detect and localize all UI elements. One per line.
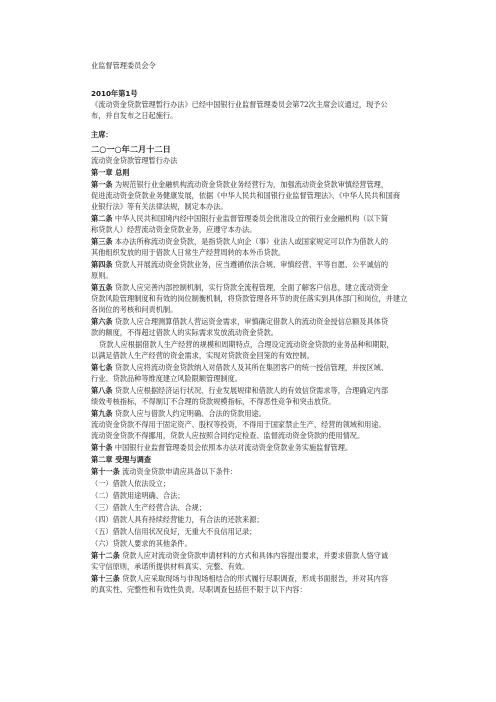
article-4: 第四条 贷款人开展流动资金贷款业务，应当遵循依法合规、审慎经营、平等自愿、公平诚信的 xyxy=(91,260,389,269)
article-6-line-4: 以满足借款人生产经营的资金需求，实现对贷款资金回笼的有效控制。 xyxy=(91,351,314,360)
article-number: 第十条 xyxy=(91,443,113,452)
article-number: 第五条 xyxy=(91,283,113,292)
article-number: 第六条 xyxy=(91,317,113,326)
issuer-header: 业监督管理委员会令 xyxy=(91,61,156,70)
article-number: 第七条 xyxy=(91,363,113,372)
article-8: 第八条 贷款人应根据经济运行状况、行业发展规律和借款人的有效信贷需求等，合理确定内部 xyxy=(91,386,389,395)
article-12-line-2: 实守信原则，承诺所提供材料真实、完整、有效。 xyxy=(91,562,250,571)
article-number: 第九条 xyxy=(91,409,113,418)
article-2: 第二条 中华人民共和国境内经中国银行业监督管理委员会批准设立的银行业金融机构（以下简 xyxy=(91,214,389,223)
article-5-line-3: 各岗位的考核和问责机制。 xyxy=(91,305,178,314)
article-1: 第一条 为规范银行业金融机构流动资金贷款业务经营行为，加强流动资金贷款审慎经营管理， xyxy=(91,180,389,189)
article-12: 第十二条 贷款人应对流动资金贷款申请材料的方式和具体内容提出要求，并要求借款人恪守诚 xyxy=(91,551,389,560)
article-5-line-2: 贷款风险管理制度和有效的岗位制衡机制，将贷款管理各环节的责任落实到具体部门和岗位，并建立 xyxy=(91,294,408,303)
article-number: 第十三条 xyxy=(91,574,120,583)
article-11: 第十一条 流动资金贷款申请应具备以下条件： xyxy=(91,467,238,476)
article-1-line-3: 业银行法》等有关法律法规，制定本办法。 xyxy=(91,202,228,211)
condition-item: （一）借款人依法设立； xyxy=(91,479,171,488)
article-6-line-3: 贷款人应根据借款人生产经营的规模和周期特点，合理设定流动资金贷款的业务品种和期限， xyxy=(99,340,394,349)
article-4-line-2: 原则。 xyxy=(91,271,113,280)
condition-item: （四）借款人具有持续经营能力，有合法的还款来源； xyxy=(91,515,264,524)
article-7: 第七条 贷款人应将流动资金贷款纳入对借款人及其所在集团客户的统一授信管理，并按区域、 xyxy=(91,363,389,372)
article-number: 第一条 xyxy=(91,180,113,189)
article-5: 第五条 贷款人应完善内部控制机制，实行贷款全流程管理，全面了解客户信息，建立流动资金 xyxy=(91,283,389,292)
article-number: 第二条 xyxy=(91,214,113,223)
article-6: 第六条 贷款人应合理测算借款人营运资金需求，审慎确定借款人的流动资金授信总额及具体贷 xyxy=(91,317,389,326)
preamble-line-2: 布，并自发布之日起施行。 xyxy=(91,111,178,120)
condition-item: （三）借款人生产经营合法、合规； xyxy=(91,503,207,512)
document-title: 流动资金贷款管理暂行办法 xyxy=(91,156,178,165)
article-number: 第八条 xyxy=(91,386,113,395)
issue-date: 二○一○年二月十二日 xyxy=(91,144,171,154)
article-9: 第九条 贷款人应与借款人约定明确、合法的贷款用途。 xyxy=(91,409,266,418)
article-9-line-2: 流动资金贷款不得用于固定资产、股权等投资，不得用于国家禁止生产、经营的领域和用途。 xyxy=(91,420,386,429)
article-1-line-2: 促进流动资金贷款业务健康发展，依据《中华人民共和国银行业监督管理法》、《中华人民共和国商 xyxy=(91,191,401,200)
article-3: 第三条 本办法所称流动资金贷款，是指贷款人向企（事）业法人或国家规定可以作为借款人的 xyxy=(91,237,389,246)
article-6-line-2: 款的额度，不得超过借款人的实际需求发放流动资金贷款。 xyxy=(91,328,278,337)
condition-item: （六）贷款人要求的其他条件。 xyxy=(91,539,192,548)
article-8-line-2: 绩效考核指标，不得制订不合理的贷款规模指标，不得恶性竞争和突击放贷。 xyxy=(91,397,336,406)
preamble-line-1: 《流动资金贷款管理暂行办法》已经中国银行业监督管理委员会第72次主席会议通过，现予公 xyxy=(91,100,388,109)
article-number: 第十二条 xyxy=(91,551,120,560)
article-2-line-2: 称贷款人）经营流动资金贷款业务，应遵守本办法。 xyxy=(91,225,257,234)
article-3-line-2: 其他组织发放的用于借款人日常生产经营周转的本外币贷款。 xyxy=(91,248,286,257)
article-13-line-2: 的真实性、完整性和有效性负责。尽职调查包括但不限于以下内容： xyxy=(91,585,307,594)
chairman-label: 主席： xyxy=(91,130,113,139)
condition-item: （二）借款用途明确、合法； xyxy=(91,491,185,500)
order-number: 2010年第1号 xyxy=(91,89,138,98)
article-13: 第十三条 贷款人应采取现场与非现场相结合的形式履行尽职调查，形成书面报告，并对其内容 xyxy=(91,574,389,583)
chapter-2-heading: 第二章 受理与调查 xyxy=(91,455,152,464)
chapter-1-heading: 第一章 总则 xyxy=(91,168,130,177)
condition-item: （五）借款人信用状况良好，无重大不良信用记录； xyxy=(91,527,257,536)
article-number: 第十一条 xyxy=(91,467,120,476)
article-number: 第四条 xyxy=(91,260,113,269)
article-7-line-2: 行业、贷款品种等维度建立风险限额管理制度。 xyxy=(91,374,242,383)
article-number: 第三条 xyxy=(91,237,113,246)
article-10: 第十条 中国银行业监督管理委员会依照本办法对流动资金贷款业务实施监督管理。 xyxy=(91,443,353,452)
article-9-line-3: 流动资金贷款不得挪用，贷款人应按照合同约定检查、监督流动资金贷款的使用情况。 xyxy=(91,431,365,440)
